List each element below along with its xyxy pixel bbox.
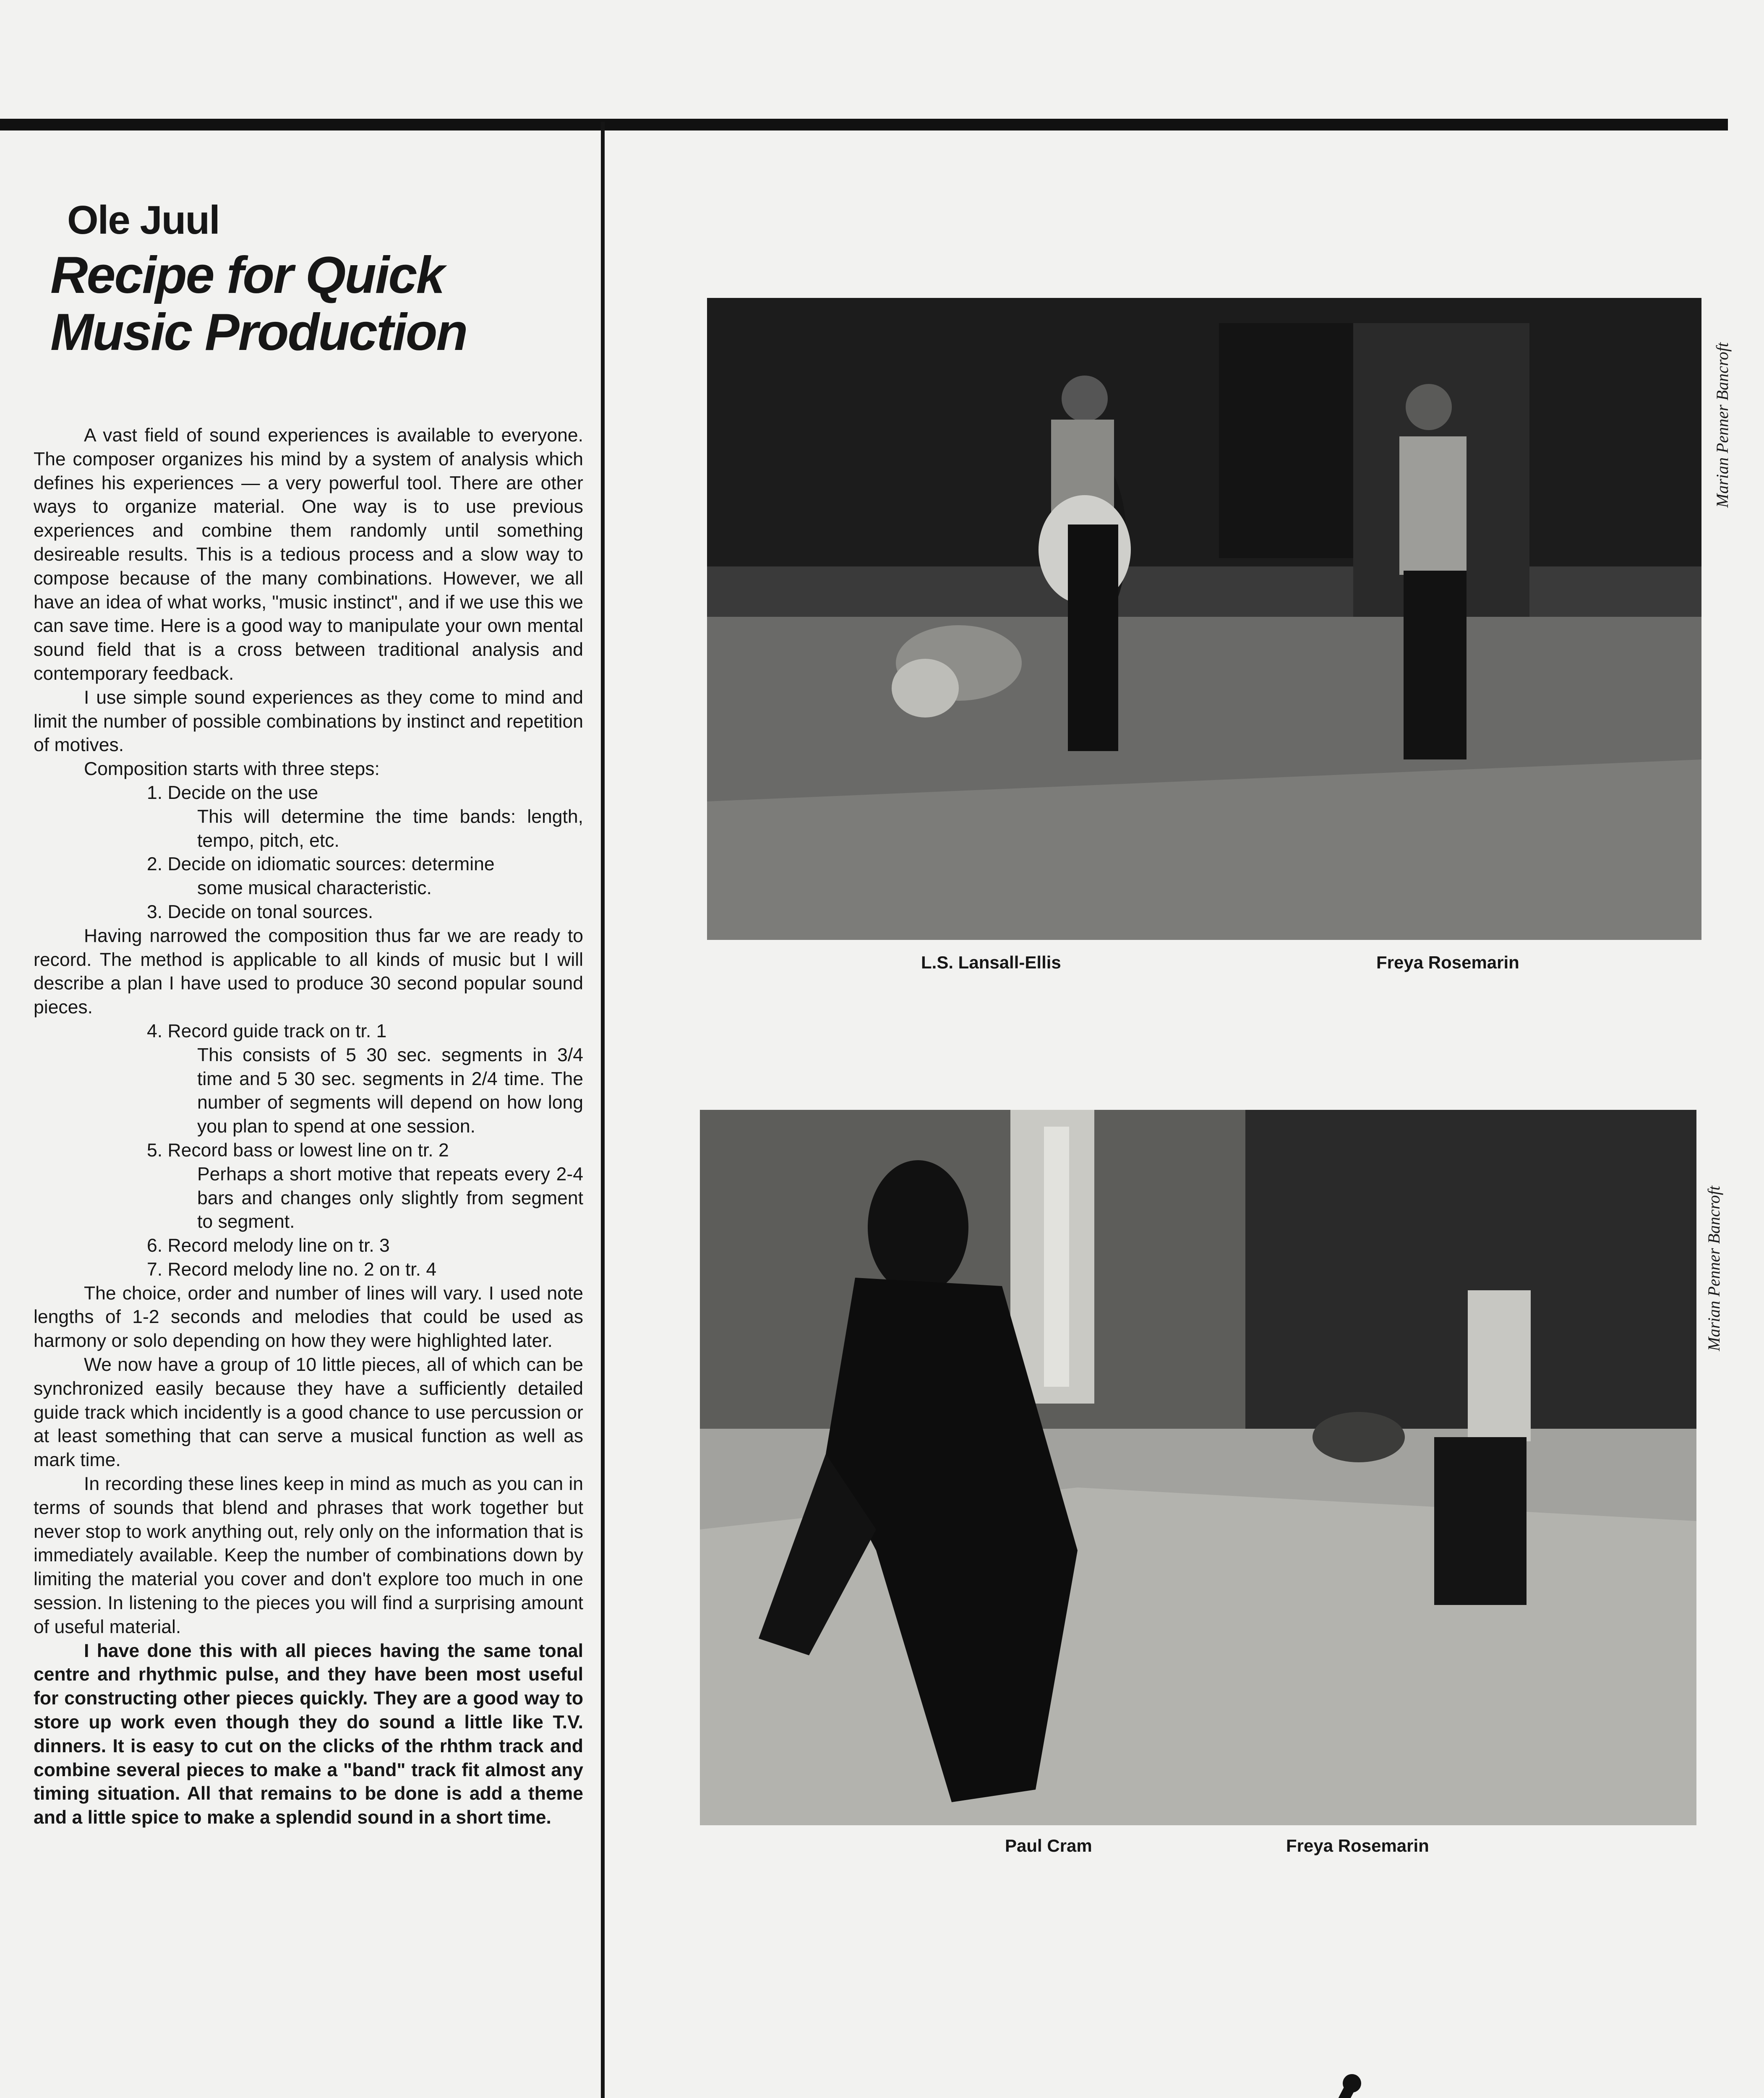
- article-column: [34, 197, 583, 1830]
- step-label: 1. Decide on the use: [147, 782, 318, 803]
- tentacle: [1292, 2085, 1351, 2098]
- paragraph: I use simple sound experiences as they come to mind and limit the number of possible combinations by instinct and repetition of motives.: [34, 687, 583, 756]
- photo-caption: L.S. Lansall-Ellis: [921, 952, 1061, 972]
- step-detail: This will determine the time bands: length, tempo, pitch, etc.: [197, 806, 583, 851]
- photo-performers-2: [700, 1110, 1696, 1825]
- paragraph: Having narrowed the composition thus far we are ready to record. The method is applicable to all kinds of music but I will describe a plan I have used to produce 30 second popular sound pieces.: [34, 925, 583, 1018]
- photo-credit: Marian Penner Bancroft: [1704, 1185, 1723, 1351]
- paragraph: Composition starts with three steps:: [84, 759, 380, 780]
- photo-image: [700, 1110, 1696, 1825]
- step-detail: some musical characteristic.: [197, 878, 432, 899]
- step-detail: Perhaps a short motive that repeats every 2-4 bars and changes only slightly from segment to segment.: [197, 1164, 583, 1232]
- slug-drawing: [67, 2056, 1561, 2098]
- photo-caption: Paul Cram: [1005, 1836, 1092, 1855]
- paragraph: We now have a group of 10 little pieces, all of which can be synchronized easily because they have a sufficiently detailed guide track which incidently is a good chance to use percussion or at least something that can serve a musical function as well as mark time.: [34, 1354, 583, 1471]
- step-detail: This consists of 5 30 sec. segments in 3/4 time and 5 30 sec. segments in 2/4 time. The number of segments will depend on how long you plan to spend at one session.: [197, 1044, 583, 1137]
- step-label: 2. Decide on idiomatic sources: determine: [147, 854, 495, 875]
- paragraph: In recording these lines keep in mind as much as you can in terms of sounds that blend and phrases that work together but never stop to work anything out, rely only on the information that is immediately available. Keep the number of combinations down by limiting the material you cover and don't explore too much in one session. In listening to the pieces you will find a surprising amount of useful material.: [34, 1474, 583, 1637]
- article-author: Ole Juul: [67, 198, 219, 243]
- photo-caption: Freya Rosemarin: [1376, 952, 1519, 972]
- photo-image: [707, 298, 1701, 940]
- photo-performers-1: [707, 298, 1701, 940]
- slug-illustration: [67, 2056, 1561, 2098]
- photo-credit: Marian Penner Bancroft: [1713, 342, 1732, 508]
- paragraph: The choice, order and number of lines will vary. I used note lengths of 1-2 seconds and melodies that could be used as harmony or solo depending on how they were highlighted later.: [34, 1283, 583, 1352]
- photo-caption: Freya Rosemarin: [1286, 1836, 1429, 1855]
- paragraph: I have done this with all pieces having the same tonal centre and rhythmic pulse, and they have been most useful for constructing other pieces quickly. They are a good way to store up work even though they do sound a little like T.V. dinners. It is easy to cut on the clicks of the rhthm track and combine several pieces to make a "band" track fit almost any timing situation. All that remains to be done is add a theme and a little spice to make a splendid sound in a short time.: [34, 1640, 583, 1828]
- article-title: Recipe for Quick Music Production: [50, 246, 467, 361]
- top-rule: [0, 119, 1728, 130]
- step-label: 4. Record guide track on tr. 1: [147, 1020, 387, 1041]
- paragraph: A vast field of sound experiences is available to everyone. The composer organizes his mind by a system of analysis which defines his experiences — a very powerful tool. There are other ways to organize material. One way is to use previous experiences and combine them randomly until something desireable results. This is a tedious process and a slow way to compose because of the many combinations. However, we all have an idea of what works, "music instinct", and if we use this we can save time. Here is a good way to manipulate your own mental sound field that is a cross between traditional analysis and contemporary feedback.: [34, 425, 583, 684]
- step-label: 6. Record melody line on tr. 3: [147, 1235, 390, 1256]
- step-label: 7. Record melody line no. 2 on tr. 4: [147, 1259, 437, 1280]
- step-label: 3. Decide on tonal sources.: [147, 901, 373, 922]
- step-label: 5. Record bass or lowest line on tr. 2: [147, 1140, 449, 1161]
- column-divider: [601, 122, 605, 2098]
- article-body: [34, 424, 583, 1830]
